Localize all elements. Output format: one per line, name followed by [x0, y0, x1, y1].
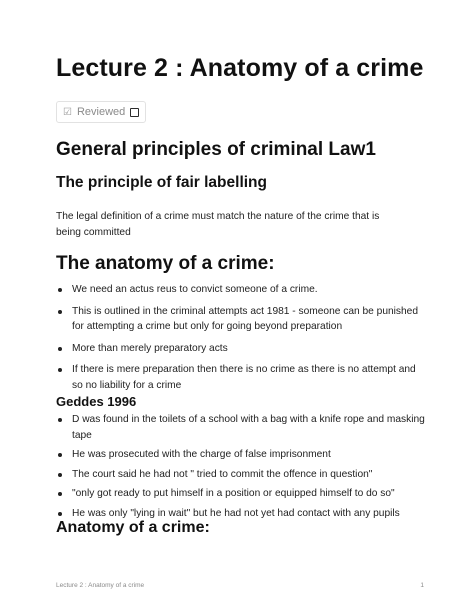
checkbox-property-icon: ☑	[63, 106, 72, 118]
case-heading-geddes: Geddes 1996	[56, 394, 137, 409]
list-item: He was prosecuted with the charge of false imprisonment	[56, 447, 426, 463]
reviewed-property[interactable]	[56, 101, 146, 123]
bullet-icon	[58, 418, 62, 422]
fair-labelling-paragraph: The legal definition of a crime must match the nature of the crime that is being committed	[56, 211, 380, 238]
anatomy-bullet-list	[56, 282, 426, 393]
list-item: "only got ready to put himself in a position or equipped himself to do so"	[56, 486, 426, 502]
bullet-icon	[58, 492, 62, 496]
page-number: 1	[420, 582, 424, 589]
bullet-icon	[58, 368, 62, 372]
subheading-fair-labelling: The principle of fair labelling	[56, 174, 267, 191]
section-heading-anatomy: The anatomy of a crime:	[56, 253, 275, 274]
reviewed-label: Reviewed	[76, 106, 126, 118]
reviewed-checkbox[interactable]	[130, 108, 139, 117]
bullet-icon	[58, 347, 62, 351]
bullet-icon	[58, 310, 62, 314]
list-item: He was only "lying in wait" but he had not yet had contact with any pupils	[56, 506, 426, 522]
list-item: The court said he had not " tried to commit the offence in question"	[56, 467, 426, 483]
list-item: We need an actus reus to convict someone of a crime.	[56, 282, 426, 298]
list-item: D was found in the toilets of a school with a bag with a knife rope and masking tape	[56, 412, 426, 443]
footer-title: Lecture 2 : Anatomy of a crime	[56, 582, 145, 589]
list-item: If there is mere preparation then there is no crime as there is no attempt and so no liability for a crime	[56, 362, 426, 393]
bullet-icon	[58, 473, 62, 477]
bullet-icon	[58, 512, 62, 516]
bullet-icon	[58, 453, 62, 457]
list-item: More than merely preparatory acts	[56, 341, 426, 357]
geddes-bullet-list	[56, 412, 426, 521]
section-heading-general-principles: General principles of criminal Law1	[56, 139, 376, 160]
page-title: Lecture 2 : Anatomy of a crime	[56, 54, 424, 82]
list-item: This is outlined in the criminal attempts act 1981 - someone can be punished for attempting a crime but only for going beyond preparation	[56, 304, 426, 335]
section-heading-anatomy-2: Anatomy of a crime:	[56, 519, 210, 536]
bullet-icon	[58, 288, 62, 292]
